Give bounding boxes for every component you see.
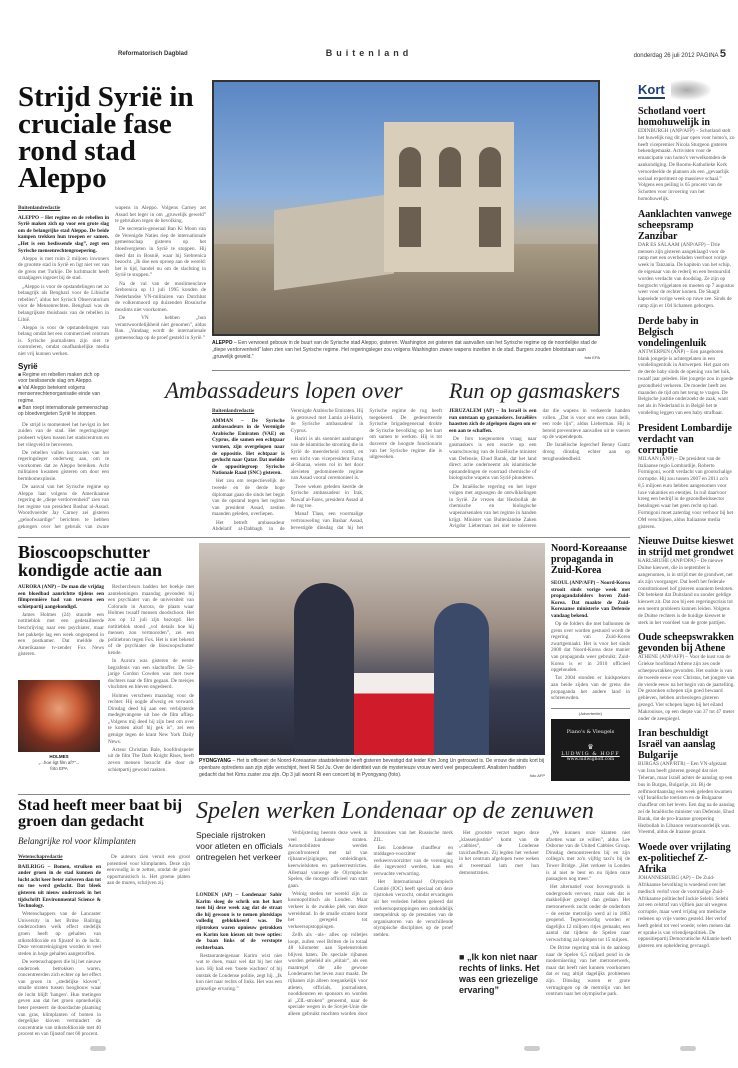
kort-item: Iran beschuldigt Israël van aanslag Bulgarije BURGAS (ANP/RTR) – Een VN-afgezant van Iran heeft gisteren gezegd dat niet Teheran, maar Israël achter de aanslag op een bus in Burgas, Bulgarije, zit. Bij de zelfmoordaanslag een week geleden kwamen vijf Israëlische toeristen en de Bulgaarse chauffeur om het leven. Een dag na de aanslag zei de Israëlische minister van Defensie, Ehud Barak, dat de pro-Iraanse groepering Hezbollah in Libanon verantwoordelijk was. Vreemd, aldus de Iraanse gezant.	[638, 728, 735, 836]
spelen-body-col3	[459, 830, 539, 878]
spelen-headline: Spelen werken Londenaar op de zenuwen	[196, 798, 594, 824]
newspaper-name: Reformatorisch Dagblad	[118, 51, 188, 57]
paragraph: De wetenschappers die bij het nieuwe onderzoek betrokken waren, concentreerden zich echter op het effect van groen in „stedelijke kloven”, smalle straten tussen hoogbouw waar de lucht blijft 'hangen'. Hun metingen geven aan dat het groen opmerkelijk beter presteert: de doordachte plaatsing van gras, klimplanten of bomen in dergelijke kloven vermindert de concentratie van stikstofdioxide met 40 procent en van fijnstof met 60 procent.	[18, 958, 101, 1038]
photo-credit: foto EPA	[584, 355, 600, 360]
gasmaskers-headline: Run op gasmaskers	[449, 378, 621, 403]
factbox-item: ■ Ban roept internationale gemeenschap op bloedvergieten Syrië te stoppen.	[18, 404, 109, 418]
paragraph: Het zou om respectievelijk de tweede en de derde hoge diplomaat gaan die sinds het begin van de opstand tegen het regime van president Assad, zestien maanden geleden, overliepen.	[212, 478, 285, 518]
ambassadeurs-body	[212, 408, 442, 534]
print-mark	[524, 1046, 540, 1051]
paragraph: De Israëlische regering en het leger volgen met argusogen de ontwikkelingen in Syrië. Ze vrezen dat Hezbollah de chemische en biologische wapenarsenalen van het regime in handen krijgt. Minister van Buitenlandse Zaken Avigdor Lieberman zei niet te tolereren dat die wapens in verkeerde handen vallen. „Dat is voor ons een casus belli, een rode lijn”, aldus Lieberman. Hij is bereid preventieve aanvallen uit te voeren op de wapendepots.	[449, 408, 630, 530]
kort-item: Schotland voert homohuwelijk in EDINBURGH (ANP/AFP) – Schotland stelt het huwelijk nog dit jaar open voor homo's, zo heeft vicepremier Nicola Sturgeon gisteren bekendgemaakt. Activisten voor de emancipatie van homo's verwelkomden de aankondiging. De Rooms-Katholieke Kerk veroordeelde de plannen als een „gevaarlijk sociaal experiment op massieve schaal.” Volgens een peiling is 65 procent van de Schotten voor invoering van het homohuwelijk.	[638, 106, 735, 202]
factbox-title: Syrië	[18, 361, 38, 371]
paragraph: James Holmes (24) stuurde een notitieblok met een gedetailleerde beschrijving naar een psychiater, maar het pakketje lag een week ongeopend in een postkamer. Dat meldde de Amerikaanse tv-zender Fox News gisteren.	[18, 611, 104, 658]
paragraph: Acteur Christian Bale, hoofdrolspeler uit de film The Dark Knight Rises, heeft zeven mensen bezocht die door de schietpartij gewond raakten.	[108, 746, 194, 773]
kort-item: Nieuwe Duitse kieswet in strijd met grondwet KARLSRUHE (ANP/DPA) – De nieuwe Duitse kieswet, die in september is aangenomen, is in strijd met de grondwet, net als zijn voorganger. Dat heeft het federale constitutioneel hof gisteren unaniem besloten. Dit betekent dat Duitsland nu zonder geldige kieswet zit. Dat zou bij een regeringscrisis tot een neemt probleem kunnen leiden. Volgens de Duitse rechters is de huidige kieswet te sterk in het voordeel van de grote partijen.	[638, 536, 734, 626]
paragraph: Het betreft ambassadeur Abdelatif al-Dabbagh in de Verenigde Arabische Emiraten. Hij is getrouwd met Lamia al-Hariri, de Syrische ambassadeur in Cyprus.	[212, 408, 364, 533]
byline: Buitenlandredactie	[212, 408, 255, 414]
bioscoop-intro: AURORA (ANP) – De man die vrijdag een bloedbad aanrichtte tijdens een filmpremière had van tevoren een schietpartij aangekondigd. James Holmes (24) stuurde een notitieblok met een gedetailleerde beschrijving naar een psychiater, maar het pakketje lag een week ongeopend in een postkamer. Dat meldde de Amerikaanse tv-zender Fox News gisteren.	[18, 584, 104, 658]
kort-item: Oude scheepswrakken gevonden bij Athene ATHENE (ANP/AFP) – Voor de kust van de Griekse hoofdstad Athene zijn zes oude scheepswrakken gevonden. Het oudste is van de tweede eeuw voor Christus, het jongste van de vierde eeuw na het begin van de jaartelling. De gezonken schepen zijn goed bewaard gebleven, hebben archeologen gisteren gezegd. Vier schepen lagen bij het eiland Makronisos, op een diepte van 37 tot 47 meter onder de zeespiegel.	[638, 632, 735, 722]
byline: Wetenschapredactie	[18, 854, 63, 860]
aleppo-destroyed-building-photo	[212, 80, 600, 336]
paragraph: Wetenschappers van de Lancaster University in het Britse Bailrigg onderzochten welk effect stedelijk groen heeft op gehalten van stikstofdioxide en fijnstof in de lucht. Deze verontreinigingen worden in veel steden in hoge gehalten aangetroffen.	[18, 911, 101, 957]
ad-headline: Piano's & Vleugels	[566, 729, 615, 735]
kort-item: President Lombardije verdacht van corruptie MILAAN (ANP) – De president van de Italiaanse regio Lombardije, Roberto Formigoni, wordt verdacht van grootschalige corruptie. Hij zou tussen 2007 en 2011 zo'n 8,5 miljoen euro hebben aangenomen voor luxe vakanties en etentjes. In ruil daarvoor kreeg een bedrijf in de gezondheidssector betalingen waar het geen recht op had. Formigoni moet zaterdag voor verhoor bij het OM verschijnen, aldus Italiaanse media gisteren.	[638, 422, 734, 530]
noordkorea-body: SEOUL (ANP/AFP) – Noord-Korea strooit sinds vorige week met propagandafolders boven Zuid-Korea. Dat maakte de Zuid-Koreaanse ministerie van Defensie vandaag bekend. Op de folders die met ballonnen de grens over worden gestuurd wordt de regering van Zuid-Korea zwartgemaakt. Het is voor het sinds 2000 dat Noord-Korea deze manier van propaganda weer gebruikt. Zuid-Korea is er in 2010 officieel opgehouden. Tot 2004 stonden er luidsprekers aan beide zijden van de grens die propaganda het andere land in schreeuwden.	[551, 580, 631, 702]
page-number: 5	[719, 48, 726, 60]
paragraph: Holmes verscheen maandag voor de rechter. Hij oogde afwezig en verward. Dinsdag deed hij aan een verbijsterde medegevangene uit hoe de film afliep. „Volgens mij deed hij zijn best om over te komen alsof hij gek is”, zei een getuige tegen de krant New York Daily News.	[108, 692, 194, 745]
noordkorea-headline: Noord-Koreaanse propaganda in Zuid-Korea	[551, 543, 627, 576]
paragraph: Verbijstering heerste deze week in veel Londense straten. Automobilisten werden geconfronteerd met tal van rijbaanwijzigingen, omleidingen, keerwielsloten en parkeerrestricties. Allemaal vanwege de Olympische Spelen, die morgen officieel van start gaan.	[288, 830, 368, 889]
kort-item: Aanklachten vanwege scheepsramp Zanzibar DAR ES SALAAM (ANP/AFP) – Drie mensen zijn gisteren aangeklaagd voor de ramp met een overbeladen veerboot vorige week in Tanzania. De kapitein van het schip, de eigenaar van de rederij en een bestuurslid worden verdacht van doodslag. Ze zijn op borgtocht vrijgelaten en moeten op 7 augustus weer voor de rechter komen. De Skagit kapseisde vorige week op ruwe zee. Sinds de ramp zijn er 104 lichamen geborgen.	[638, 208, 734, 309]
kort-title: Kort	[638, 81, 665, 97]
groen-body: Wetenschapredactie BAILRIGG – Bomen, struiken en ander groen in de stad kunnen de lucht acht keer beter zuiveren dan tot nu toe werd gedacht. Dat bleek gisteren uit nieuw onderzoek in het tijdschrift Environmental Science & Technology. Wetenschappers van de Lancaster University in het Britse Bailrigg onderzochten welk effect stedelijk groen heeft op gehalten van stikstofdioxide en fijnstof in de lucht. Deze verontreinigingen worden in veel steden in hoge gehalten aangetroffen. De wetenschappers die bij het nieuwe onderzoek betrokken waren, concentreerden zich echter op het effect van groen in „stedelijke kloven”, smalle straten tussen hoogbouw waar de lucht blijft 'hangen'. Hun metingen geven aan dat het groen opmerkelijk beter presteert: de doordachte plaatsing van gras, klimplanten of bomen in dergelijke kloven vermindert de concentratie van stikstofdioxide met 40 procent en van fijnstof met 60 procent. De auteurs zien veruit een groot potentieel voor klimplanten. Deze zijn eenvoudig in te zetten, omdat de groei opportunistisch is. Het groene platen aan de muren, schrijven zij.	[18, 854, 190, 1038]
aleppo-photo-caption: ALEPPO – Een verwoest gebouw in de buurt van de Syrische stad Aleppo, gisteren. Washington zei gisteren dat aanvallen van het Syrische regime op de noordelijke stad de „diepe verdorvenheid” laten zien van het Syrische regime. Het regeringsleger zou volgens Washington zware wapens inzetten in de stad. Burgers zouden blootstaan aan „gruwelijk geweld.” foto EPA	[212, 340, 600, 360]
spelen-body	[288, 830, 453, 1020]
groen-headline: Stad heeft meer baat bij groen dan gedacht	[18, 797, 183, 830]
bioscoop-body	[108, 584, 194, 775]
crown-icon: ♛	[587, 743, 594, 751]
ad-brand: LUDWIG & HOFF	[561, 751, 620, 757]
holmes-portrait-photo	[18, 680, 100, 752]
paragraph: „Aleppo is voor de opstandelingen net zo belangrijk als Benghazi voor de Libische rebellen”, aldus het Syrisch Observatorium voor de Mensenrechten. Benghazi was de belangrijkste thuisbasis van de rebellen in Libië.	[18, 283, 109, 323]
date-text: donderdag 26 juli 2012 PAGINA	[633, 53, 719, 59]
paragraph: Twee weken geleden keerde de Syrische ambassadeur in Irak, Nawaf al-Fares, president Assad al de rug toe.	[290, 483, 364, 510]
paragraph: De Israëlische legerchef Benny Gantz drong dinsdag echter aan op terughoudendheid.	[542, 442, 630, 462]
byline: Buitenlandredactie	[18, 205, 61, 211]
lead-intro: AMMAN – De Syrische ambassadeurs in de Verenigde Arabische Emiraten (VAE) en Cyprus, die samen een echtpaar vormen, zijn overgelopen naar de oppositie. Het echtpaar is gevlucht naar Qatar. Dat meldde de oppositiegroep Syrische Nationale Raad (SNC) gisteren.	[212, 417, 285, 477]
bioscoop-headline: Bioscoopschutter kondigde actie aan	[18, 542, 163, 580]
paragraph: Het Internationaal Olympisch Comité (IOC) heeft speciaal om deze rijstroken verzocht, omdat ervaringen uit het verleden hebben geleerd dat verkeersopstoppingen een onduidelijk stempeldruk op de prestaties van de organisatoren van de verschillende olympische disciplines op de proef stelden.	[373, 879, 453, 938]
paragraph: „We kunnen onze klanten niet afzetten waar ze willen”, aldus Lee Osborne van de United Cabbies Group. Dinsdag demonstreerden bij en zijn collega's met zo'n vijftig taxi's bij de Tower Bridge. „Het verkeer in Londen is al niet te best en nu lijden onze passagiers nog meer.”	[546, 830, 630, 883]
factbox-item: ■ Val Aleppo betekent volgens mensenrechtenorganisatie einde van regime.	[18, 384, 100, 404]
paragraph: De secretaris-generaal Ban Ki Moon van de Verenigde Naties riep de internationale gemeenschap gisteren op het bloedvergieten in Syrië te stoppen. Hij deed dat in Bosnië, waar hij Srebrenica bezocht. „Ik doe een oproep aan de wereld: het is tijd, handel nu om de slachting in Syrië te stoppen.”	[115, 226, 206, 279]
print-mark	[90, 1046, 106, 1051]
kim-photo-caption: PYONGYANG – Het is officieel: de Noord-Koreaanse staatstelevisie heeft gisteren bevestigd dat leider Kim Jong Un getrouwd is. De vrouw die sinds kort bij openbare optredens aan zijn zijde verschijnt, heet Ri Sol Ju. Over de identiteit van de mysterieuze vrouw werd veel gespeculeerd. Analisten hadden gedacht dat het Kims zuster zou zijn. Op 3 juli woont Ri een concert bij in Pyongyang (foto). foto AFP	[199, 758, 545, 778]
paragraph: Manaf Tlass, een voormalige vertrouweling van Bashar Assad, bevestigde dinsdag dat hij het Syrische regime de rug heeft toegekeerd. De gedeserteerde Syrische brigadegeneraal drukte de Syrische bevolking op het hart om samen te werken. Hij is tot dusverre de hoogste functionaris van het Syrische regime die is uitgeweken.	[290, 408, 442, 531]
paragraph: Het alternatief voor bovengronds is ondergronds vervoer, maar ook dat is makkelijker gezegd dan gedaan. Het metronetwerk zucht onder de onderdom – de eerste metrolijn werd al in 1863 geopend. Tegenwoordig worden er dagelijks 12 miljoen ritjes gemaakt, een aantal dat tijdens de Spelen naar verwachting zal oplopen tot 15 miljoen.	[546, 884, 630, 943]
ad-url[interactable]: www.ludwighoff.com	[566, 757, 615, 762]
paragraph: Tot 2004 stonden er luidsprekers aan beide zijden van de grens die propaganda het andere land in schreeuwden.	[551, 675, 630, 702]
paragraph: Op de folders die met ballonnen de grens over worden gestuurd wordt de regering van Zuid-Korea zwartgemaakt. Het is voor het sinds 2000 dat Noord-Korea deze manier van propaganda weer gebruikt. Zuid-Korea is er in 2010 officieel opgehouden.	[551, 621, 630, 674]
ambassadeurs-headline: Ambassadeurs lopen over	[165, 378, 403, 403]
lead-article-body	[18, 205, 206, 533]
paragraph: De fors toegenomen vraag naar gasmaskers is een reactie op een waarschuwing van de Israëlische minister van Defensie, Ehud Barak, dat het land direct actie onderneemt als islamitische opstandelingen de voorraad chemische of biologische wapens van Syrië plunderen.	[449, 435, 537, 482]
spelen-body-last	[546, 830, 630, 999]
paragraph: De strijd is momenteel het hevigst in het zuiden van de stad. Het regeringsleger probeert wijken tussen het stadscentrum en het vliegveld te heroveren.	[18, 421, 109, 448]
paragraph: Het grootste verzet tegen deze „klassenjustitie” komt van de „cabbies”, de Londense taxichauffeurs. Zij legden het verkeer in het centrum afgelopen twee weken al tweemaal lam met hun demonstraties.	[459, 830, 539, 876]
lead-headline: Strijd Syrië in cruciale fase rond stad Aleppo	[18, 81, 194, 194]
kort-item: Woede over vrijlating ex-politiechef Z-Afrika JOHANNESBURG (AP) – De Zuid-Afrikaanse bevolking is woedend over het medisch verlof voor de voormalige Zuid-Afrikaanse politiechef Jackie Selebi. Selebi zat een celstraf van vijftien jaar uit wegens corruptie, maar werd vrijdag om medische redenen op vrije voeten gesteld. Het verlof heeft geleid tot veel woede; velen menen dat er sprake is van vriendjespolitiek. De oppositiepartij Democratische Alliantie heeft gisteren om opheldering gevraagd.	[638, 842, 732, 950]
paragraph: Aleppo is met ruim 2 miljoen inwoners de grootste stad in Syrië en ligt niet ver van de grens met Turkije. De luchtmacht heeft straaljagers ingezet bij de stad.	[18, 255, 109, 282]
print-mark	[680, 1046, 696, 1051]
factbox-item: ■ Regime en rebellen maken zich op voor beslissende slag om Aleppo.	[18, 371, 100, 385]
paragraph: Weinig steden ter wereld zijn zo kosmopolitisch als Londen. Maar verkeer is de zwakke plek van deze wereldstad. In de smalle straten komt het geregeld tot verkeersopstoppingen.	[288, 890, 368, 930]
spelen-subhead: Speciale rijstroken voor atleten en officials ontregelen het verkeer	[196, 830, 283, 862]
kort-item: Derde baby in Belgisch vondelingenluik ANTWERPEN (ANP) – Een pasgeboren blank jongetje is achtergelaten in een vondelingenluik in Antwerpen. Het gaat om de derde baby sinds de opening van het luik, twaalf jaar geleden. Het jongetje zou in goede gezondheid verkeren. De moeder heeft zes maanden de tijd om het terug te vragen. De Belgische justitie onderzoekt de zaak, want net als in Nederland is in België het te vondeling leggen van een baby strafbaar.	[638, 315, 734, 416]
lead-intro: JERUZALEM (AP) – In Israël is een run ontstaan op gasmaskers. Israëliërs haastten zich de afgelopen dagen om er een aan te schaffen.	[449, 408, 537, 434]
ludwig-hoff-advertisement[interactable]	[551, 719, 630, 781]
paragraph: Hariri is als soenniet aanhanger van de islamitische stroming die in Syrië de meerderheid vormt, en een nicht van vicepresident Faruq al-Sharaa, wiens rol in het door alevieten gedomineerde regime van Assad vooral ceremonieel is.	[290, 435, 364, 482]
paragraph: Restauranteigenaar Karim wist niet wat te doen, maar wel dat hij het niet kon. Hij had een ‘boete wachten’ of hij ontstak de Londense politie, zegt hij. „Ik kon niet naar rechts of links. Het was een griezelige ervaring.”	[196, 952, 282, 992]
spelen-intro: LONDEN (AP) – Londenaar Sabir Karim sloeg de schrik om het hart toen hij deze week zag dat de straat die hij gewoon is te nemen plotsklaps volledig geblokkeerd was. De rijstroken waren opnieuw getrokken en Karim kon kiezen uit twee opties: de baan links of de verstopte rechterbaan. Restauranteigenaar Karim wist niet wat te doen, maar wel dat hij het niet kon. Hij had een ‘boete wachten’ of hij ontstak de Londense politie, zegt hij. „Ik kon niet naar rechts of links. Het was een griezelige ervaring.”	[196, 892, 282, 992]
paragraph: Zelfs als –als– alles op rolletjes loopt, zullen veel Britten de in totaal 48 kilometer aan Spelenstroken blijven haten. De speciale rijbanen worden geheleld als „elitair”, als een maatregel die alle gewone Londenaren het leven zuur maakt. De rijbanen zijn alleen toegankelijk voor atleten, officials, journalisten, nooddiensten en sponsors en worden al „ZIL-stroken” genoemd, naar de speciale wegen in de Sovjet-Unie die alleen gebruikt mochten worden door limousines van het Russische merk ZIL.	[288, 830, 453, 1018]
lead-intro: ALEPPO – Het regime en de rebellen in Syrië maken zich op voor een grote slag om de belangrijke stad Aleppo. De beide kampen trekken hun troepen er samen. „Het is een beslissende slag”, zegt een Syrische mensenrechtengroepering.	[18, 214, 109, 254]
kim-jong-un-concert-photo	[199, 543, 545, 755]
paragraph: De Britse regering stak in de aanloop naar de Spelen 6,5 miljard pond in de modernisering van het metronetwerk, maar dat heeft niet kunnen voorkomen dat er nog altijd dagelijks problemen zijn. Dinsdag waren er grote vertragingen op de metrolijn van het centrum naar het olympische park.	[546, 945, 630, 998]
paragraph: In Aurora was gisteren de eerste begrafenis van een slachtoffer. De 51-jarige Gordon Cowden was met twee dochters naar de film gegaan. De meisjes vluchtten en bleven ongedeerd.	[108, 658, 194, 691]
factbox	[18, 362, 109, 418]
world-map-icon	[671, 80, 711, 100]
paragraph: De VN hebben „hun verantwoordelijkheid niet genomen”, aldus Ban. „Vandaag wordt de internationale gemeenschap op de proef gesteld in Syrië.”	[115, 315, 206, 341]
groen-subhead: Belangrijke rol voor klimplanten	[18, 836, 136, 846]
section-title: Buitenland	[325, 48, 413, 58]
holmes-caption: HOLMES „...hoe ligt film af?”... foto EPA	[38, 754, 80, 771]
paragraph: De auteurs zien veruit een groot potentieel voor klimplanten. Deze zijn eenvoudig in te zetten, omdat de groei opportunistisch is. Het groene platen aan de muren, schrijven zij.	[107, 854, 190, 887]
photo-credit: foto AFP	[529, 773, 545, 778]
paragraph: Een Londense chauffeur en middagen-voorzitter der verkeersvoorzitter van de vereniging die ingevoerd werden, kan een verwachte verwarring.	[373, 844, 453, 878]
gasmaskers-body	[449, 408, 630, 534]
kort-column	[638, 80, 735, 950]
paragraph: Aleppo is voor de opstandelingen van belang omdat het een commercieel centrum is. Syrische journalisten zijn niet te controleren, omdat onafhankelijke media niet vrij kunnen werken.	[18, 324, 109, 357]
paragraph: Na de val van de moslimenclave Srebrenica op 11 juli 1995 konden de Nederlandse VN-militairen van Dutchbat de volkenmoord op duizenden Bosnische moslims niet voorkomen.	[115, 280, 206, 313]
pull-quote: ■ „Ik kon niet naar rechts of links. Het was een griezelige ervaring”	[459, 952, 540, 995]
paragraph: De rebellen vallen konvooien van het regeringsleger onderweg aan, om te voorkomen dat ze Aleppo bereiken. Acht militairen kwamen gisteren om door een bermbomexplosie.	[18, 449, 109, 482]
paragraph: Rechercheurs hadden het boekje met aantekeningen maandag gevonden bij een psychiater van de universiteit van Colorado in Aurora, de plaats waar Holmes twaalf mensen doodschoot. Het zou op 12 juli zijn bezorgd. Het notitieblok stond „vol details hoe hij mensen zou vermoorden”, zei een politiebron tegen Fox. Het is niet bekend of de psychiater de bioscoopschutter kende.	[108, 584, 194, 656]
advertisement-label: (Advertentie)	[579, 711, 602, 716]
paragraph: De aanval van het Syrische regime op Aleppo laat volgens de Amerikaanse regering de „diepe verdorvenheid” zien van het regime van president Bashar al-Assad. Woordvoerder Jay Carney zei gisteren „geloofwaardige” berichten te hebben gekregen over het gebruik van zware wapens in Aleppo. Volgens Carney zet Assad het leger in om „gruwelijk geweld” te gebruiken tegen de bevolking.	[18, 205, 206, 530]
page-date	[634, 48, 726, 60]
